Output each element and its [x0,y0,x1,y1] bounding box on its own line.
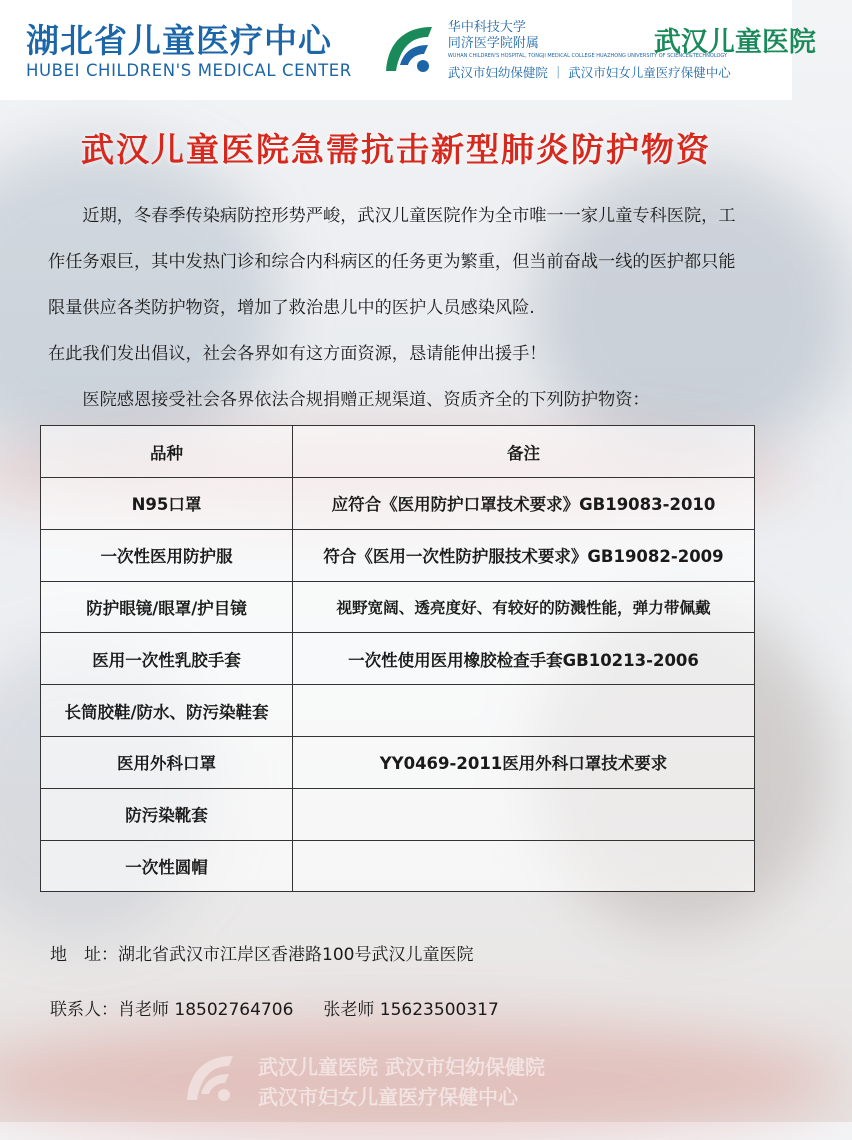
table-row [41,685,755,737]
remark-cell: YY0469-2011医用外科口罩技术要求 [293,736,755,788]
remark-cell [293,840,755,892]
contact-person-1: 肖老师 [118,1000,169,1020]
page-title: 武汉儿童医院急需抗击新型肺炎防护物资 [81,130,711,169]
item-cell: N95口罩 [41,478,293,530]
address-label: 地 址： [50,945,118,965]
remark-cell: 一次性使用医用橡胶检查手套GB10213-2006 [293,633,755,685]
remark-cell: 视野宽阔、透亮度好、有较好的防溅性能，弹力带佩戴 [293,581,755,633]
footer-line-2: 武汉市妇女儿童医疗保健中心 [258,1085,518,1109]
header-remark: 备注 [293,426,755,478]
contact-phone-1: 18502764706 [174,1000,294,1020]
table-row [41,478,755,530]
wuhan-children-hospital-logo [448,20,816,81]
hubei-center-logo [26,21,352,80]
contact-person-2: 张老师 [323,1000,375,1020]
item-cell: 医用一次性乳胶手套 [41,633,293,685]
hospital-name: 武汉儿童医院 [653,26,816,58]
footer-watermark-text [258,1052,545,1112]
footer-line-1: 武汉儿童医院 武汉市妇幼保健院 [258,1055,545,1079]
address-line [50,928,499,983]
item-cell: 长筒胶鞋/防水、防污染鞋套 [41,685,293,737]
header-item: 品种 [41,426,293,478]
hubei-center-name-en: HUBEI CHILDREN'S MEDICAL CENTER [26,60,352,80]
appeal-text [0,193,792,423]
remark-cell [293,788,755,840]
table-row [41,529,755,581]
contact-info [50,928,499,1038]
item-cell: 医用外科口罩 [41,736,293,788]
remark-cell: 符合《医用一次性防护服技术要求》GB19082-2009 [293,529,755,581]
remark-cell: 应符合《医用防护口罩技术要求》GB19083-2010 [293,478,755,530]
item-cell: 一次性医用防护服 [41,529,293,581]
header-banner [0,0,816,100]
contact-line [50,983,499,1038]
address-value: 湖北省武汉市江岸区香港路100号武汉儿童医院 [118,945,474,965]
item-cell: 防污染靴套 [41,788,293,840]
item-cell: 一次性圆帽 [41,840,293,892]
contact-phone-2: 15623500317 [379,1000,499,1020]
table-row [41,736,755,788]
remark-cell [293,685,755,737]
paragraph-donation: 医院感恩接受社会各界依法合规捐赠正规渠道、资质齐全的下列防护物资： [82,390,650,410]
supplies-table [40,425,755,892]
paragraph-situation: 近期，冬春季传染病防控形势严峻，武汉儿童医院作为全市唯一一家儿童专科医院，工作任务艰巨，其中发热门诊和综合内科病区的任务更为繁重，但当前奋战一线的医护都只能限量供应各类防护物资，增加了救治患儿中的医护人员感染风险. [48,206,736,318]
hospital-logo-icon [378,19,440,81]
table-row [41,633,755,685]
affiliation-english: WUHAN CHILDREN'S HOSPITAL, TONGJI MEDICAL COLLEGE HUAZHONG UNIVERSITY OF SCIENCE&TECHNOLOGY [447,52,728,59]
contact-label: 联系人： [50,1000,118,1020]
table-row [41,840,755,892]
hubei-center-name-cn: 湖北省儿童医疗中心 [26,20,332,60]
table-row [41,581,755,633]
affiliation-text: 华中科技大学 同济医学院附属 [447,19,539,51]
table-header-row [41,426,755,478]
hospital-sub-line: 武汉市妇幼保健院 ｜ 武汉市妇女儿童医疗保健中心 [447,64,731,80]
table-row [41,788,755,840]
item-cell: 防护眼镜/眼罩/护目镜 [41,581,293,633]
paragraph-appeal: 在此我们发出倡议，社会各界如有这方面资源，恳请能伸出援手！ [48,344,547,364]
footer-logo-icon [175,1048,245,1110]
